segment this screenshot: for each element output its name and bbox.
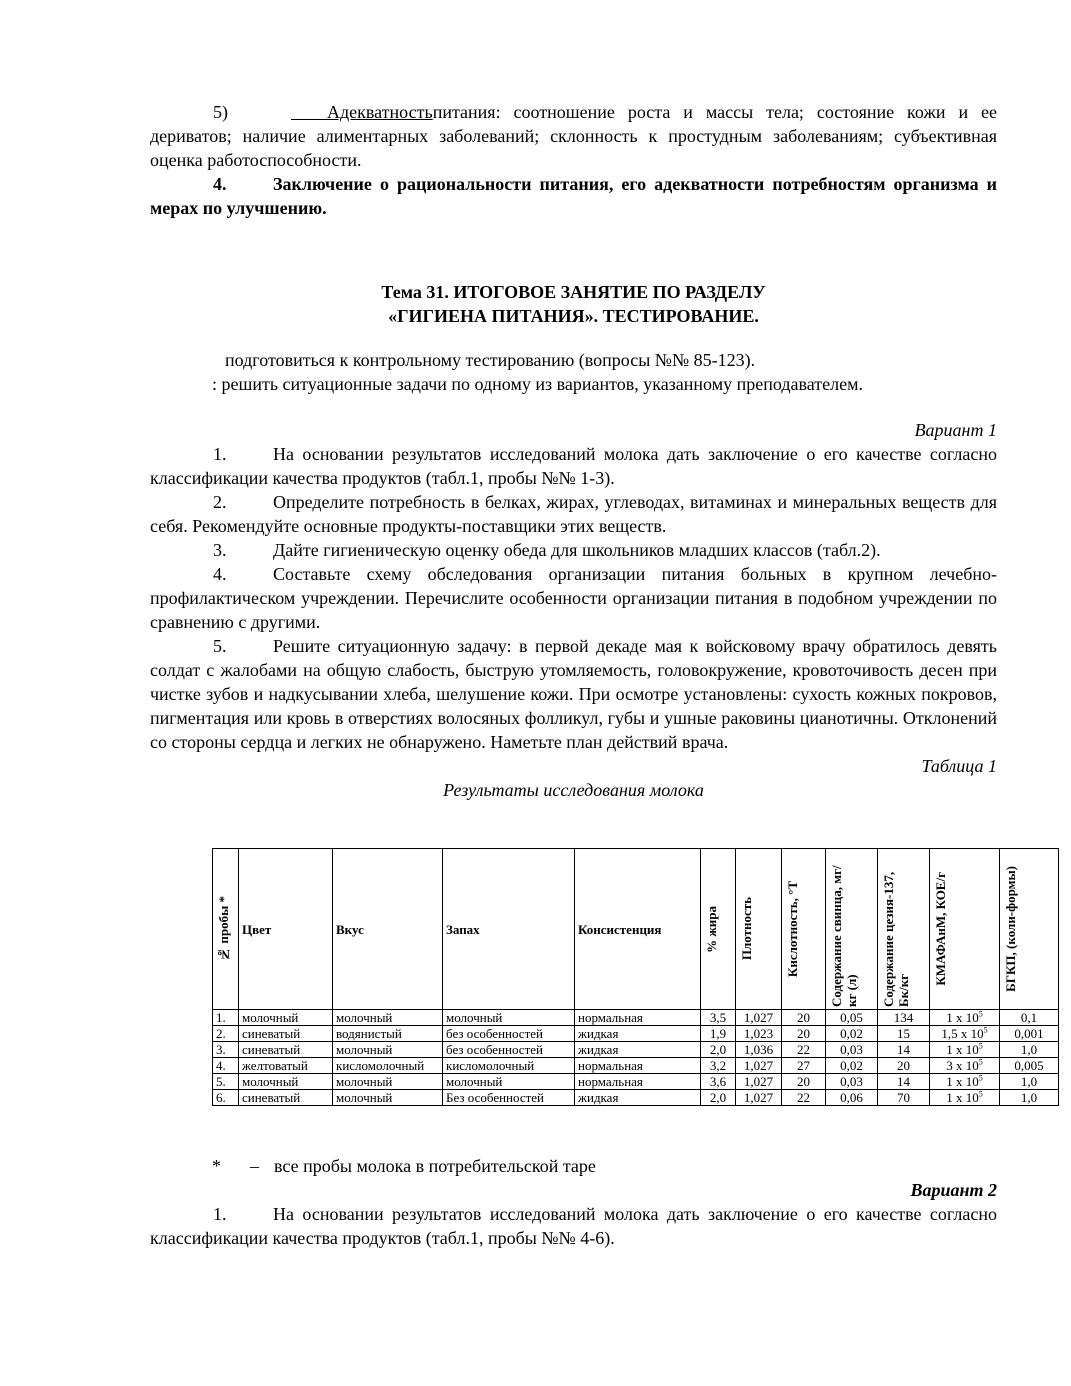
cell-value: 2,0	[709, 1042, 727, 1057]
table-cell	[878, 1074, 930, 1090]
column-header-label: Плотность	[739, 897, 754, 961]
footnote-mark: *	[212, 1156, 221, 1176]
list-item	[150, 490, 997, 538]
cell-value: 70	[897, 1090, 910, 1105]
table-cell	[213, 1090, 239, 1106]
item-number: 4.	[213, 564, 227, 584]
variant-2-list	[150, 1202, 997, 1250]
column-header	[930, 849, 1000, 1010]
exponent: 5	[978, 1073, 983, 1083]
table-cell	[239, 1042, 333, 1058]
table-cell	[333, 1042, 443, 1058]
cell-value: 20	[797, 1074, 810, 1089]
cell-value: 3,6	[709, 1074, 727, 1089]
table-cell	[736, 1090, 782, 1106]
column-header-label: % жира	[704, 905, 719, 953]
table-header-row	[213, 849, 1059, 1010]
table-cell	[826, 1010, 878, 1026]
column-header-label: БГКП, (коли-формы)	[1003, 866, 1018, 992]
table-cell	[930, 1026, 1000, 1042]
column-header-label: КМАФАнМ, КОЕ/г	[933, 872, 948, 986]
item-text: Решите ситуационную задачу: в первой декаде мая к войсковому врачу обратилось девять солдат с жалобами на общую слабость, быструю утомляемость, головокружение, кровоточивость десен при чистке зубов и надкусывании хлеба, шелушение кожи. При осмотре установлены: сухость кожных покровов, пигментация или кровь в отверстиях волосяных фолликул, губы и ушные раковины цианотичны. Отклонений со стороны сердца и легких не обнаружено. Наметьте план действий врача.	[150, 636, 997, 752]
table-cell	[930, 1074, 1000, 1090]
cell-value: 1,027	[743, 1010, 774, 1025]
table-cell	[239, 1074, 333, 1090]
cell-value: желтоватый	[242, 1058, 308, 1073]
table-cell	[1000, 1090, 1059, 1106]
column-header-label: Запах	[446, 921, 480, 937]
table-cell	[333, 1074, 443, 1090]
cell-value: 1 x 10	[946, 1010, 979, 1025]
cell-value: нормальная	[578, 1074, 643, 1089]
table-row	[213, 1026, 1059, 1042]
table-cell	[575, 1010, 701, 1026]
intro-item-5	[150, 100, 997, 172]
item-label: Адекватность	[327, 102, 433, 122]
table-cell	[826, 1026, 878, 1042]
list-item	[150, 634, 997, 754]
table-cell	[782, 1074, 826, 1090]
table-row	[213, 1010, 1059, 1026]
cell-value: Без особенностей	[446, 1090, 545, 1105]
cell-value: 1,5 x 10	[941, 1026, 984, 1041]
table-cell	[701, 1090, 736, 1106]
column-header	[213, 849, 239, 1010]
cell-value: 0,005	[1014, 1058, 1044, 1073]
topic-line-1: подготовиться к контрольному тестированию (вопросы №№ 85-123).	[225, 350, 756, 370]
table-cell	[333, 1058, 443, 1074]
column-header	[736, 849, 782, 1010]
cell-value: 1 x 10	[946, 1074, 979, 1089]
table-cell	[239, 1026, 333, 1042]
exponent: 5	[978, 1057, 983, 1067]
exponent: 5	[978, 1089, 983, 1099]
table-cell	[333, 1026, 443, 1042]
cell-value: 20	[897, 1058, 910, 1073]
item-number: 4.	[213, 174, 227, 194]
column-header	[443, 849, 575, 1010]
table-cell	[878, 1058, 930, 1074]
cell-value: 5.	[216, 1074, 226, 1089]
list-item	[150, 538, 997, 562]
table-cell	[443, 1090, 575, 1106]
cell-value: 27	[797, 1058, 810, 1073]
cell-value: водянистый	[336, 1026, 402, 1041]
table-cell	[443, 1058, 575, 1074]
table-1-label: Таблица 1	[921, 756, 997, 776]
cell-value: 3 x 10	[946, 1058, 979, 1073]
cell-value: 1,027	[743, 1074, 774, 1089]
table-cell	[736, 1010, 782, 1026]
column-header	[878, 849, 930, 1010]
cell-value: 0,001	[1014, 1026, 1044, 1041]
variant-1-heading: Вариант 1	[914, 420, 997, 440]
variant-1-list	[150, 442, 997, 754]
item-number: 1.	[213, 444, 227, 464]
cell-value: 1.	[216, 1010, 226, 1025]
cell-value: молочный	[242, 1074, 299, 1089]
table-cell	[1000, 1074, 1059, 1090]
table-cell	[1000, 1042, 1059, 1058]
cell-value: 22	[797, 1090, 810, 1105]
cell-value: молочный	[336, 1042, 393, 1057]
cell-value: 14	[897, 1042, 910, 1057]
table-cell	[443, 1042, 575, 1058]
list-item	[150, 562, 997, 634]
column-header	[826, 849, 878, 1010]
item-text: питания: соотношение роста и массы тела; состояние кожи и ее дериватов; наличие алиментарных заболеваний; склонность к простудным заболеваниям; субъективная оценка работоспособности.	[150, 102, 997, 170]
item-text: На основании результатов исследований молока дать заключение о его качестве согласно классификации качества продуктов (табл.1, пробы №№ 1-3).	[150, 444, 997, 488]
cell-value: 1,0	[1020, 1090, 1038, 1105]
cell-value: без особенностей	[446, 1042, 543, 1057]
table-cell	[736, 1042, 782, 1058]
cell-value: 1,027	[743, 1090, 774, 1105]
table-cell	[930, 1058, 1000, 1074]
table-cell	[878, 1010, 930, 1026]
table-row	[213, 1058, 1059, 1074]
table-cell	[878, 1042, 930, 1058]
exponent: 5	[978, 1041, 983, 1051]
item-text: Определите потребность в белках, жирах, углеводах, витаминах и минеральных веществ для себя. Рекомендуйте основные продукты-поставщики этих веществ.	[150, 492, 997, 536]
cell-value: без особенностей	[446, 1026, 543, 1041]
item-number: 5)	[213, 102, 228, 122]
table-cell	[826, 1058, 878, 1074]
cell-value: 1,0	[1020, 1042, 1038, 1057]
table-row	[213, 1074, 1059, 1090]
cell-value: кисломолочный	[446, 1058, 535, 1073]
table-cell	[878, 1090, 930, 1106]
cell-value: 20	[797, 1026, 810, 1041]
table-cell	[878, 1026, 930, 1042]
cell-value: синеватый	[242, 1090, 301, 1105]
cell-value: 134	[893, 1010, 914, 1025]
column-header	[333, 849, 443, 1010]
table-footnote	[212, 1154, 596, 1178]
cell-value: нормальная	[578, 1010, 643, 1025]
cell-value: 4.	[216, 1058, 226, 1073]
column-header-label: Содержание свинца, мг/кг (л)	[829, 864, 859, 1007]
table-cell	[782, 1026, 826, 1042]
column-header	[575, 849, 701, 1010]
intro-item-4	[150, 172, 997, 220]
column-header	[239, 849, 333, 1010]
cell-value: молочный	[242, 1010, 299, 1025]
footnote-text: все пробы молока в потребительской таре	[274, 1156, 596, 1176]
table-cell	[213, 1058, 239, 1074]
item-number: 5.	[213, 636, 227, 656]
column-header-label: Содержание цезия-137, Бк/кг	[881, 871, 911, 1007]
cell-value: 3.	[216, 1042, 226, 1057]
table-cell	[1000, 1026, 1059, 1042]
item-text: Дайте гигиеническую оценку обеда для школьников младших классов (табл.2).	[273, 540, 881, 560]
table-cell	[701, 1010, 736, 1026]
cell-value: 22	[797, 1042, 810, 1057]
cell-value: жидкая	[578, 1026, 619, 1041]
cell-value: 3,5	[709, 1010, 727, 1025]
table-1-caption: Результаты исследования молока	[443, 780, 704, 800]
cell-value: синеватый	[242, 1026, 301, 1041]
table-cell	[575, 1074, 701, 1090]
table-cell	[575, 1026, 701, 1042]
column-header	[701, 849, 736, 1010]
topic-line-2: : решить ситуационные задачи по одному из вариантов, указанному преподавателем.	[212, 374, 863, 394]
exponent: 5	[978, 1009, 983, 1019]
cell-value: 6.	[216, 1090, 226, 1105]
topic-title-line-1: Тема 31. ИТОГОВОЕ ЗАНЯТИЕ ПО РАЗДЕЛУ	[381, 282, 766, 302]
cell-value: 2.	[216, 1026, 226, 1041]
topic-title	[150, 280, 997, 328]
table-cell	[930, 1090, 1000, 1106]
cell-value: 0,02	[840, 1026, 863, 1041]
item-text: Составьте схему обследования организации питания больных в крупном лечебно-профилактическом учреждении. Перечислите особенности организации питания в подобном учреждении по сравнению с другими.	[150, 564, 997, 632]
cell-value: молочный	[336, 1074, 393, 1089]
table-cell	[239, 1010, 333, 1026]
cell-value: 2,0	[709, 1090, 727, 1105]
table-cell	[575, 1058, 701, 1074]
item-text: Заключение о рациональности питания, его адекватности потребностям организма и мерах по улучшению.	[150, 174, 997, 218]
cell-value: 1,0	[1020, 1074, 1038, 1089]
table-cell	[239, 1058, 333, 1074]
table-cell	[701, 1042, 736, 1058]
milk-results-table	[212, 848, 1059, 1106]
table-cell	[701, 1058, 736, 1074]
column-header	[782, 849, 826, 1010]
table-cell	[736, 1058, 782, 1074]
cell-value: молочный	[446, 1074, 503, 1089]
table-cell	[826, 1042, 878, 1058]
table-body	[213, 1010, 1059, 1106]
table-cell	[930, 1042, 1000, 1058]
cell-value: 1,023	[743, 1026, 774, 1041]
table-cell	[575, 1090, 701, 1106]
cell-value: кисломолочный	[336, 1058, 425, 1073]
column-header	[1000, 849, 1059, 1010]
table-cell	[826, 1090, 878, 1106]
cell-value: молочный	[336, 1010, 393, 1025]
table-cell	[213, 1010, 239, 1026]
variant-2-heading: Вариант 2	[910, 1180, 997, 1200]
table-cell	[782, 1090, 826, 1106]
cell-value: 0,1	[1020, 1010, 1038, 1025]
cell-value: 0,02	[840, 1058, 863, 1073]
cell-value: молочный	[336, 1090, 393, 1105]
table-cell	[239, 1090, 333, 1106]
cell-value: молочный	[446, 1010, 503, 1025]
cell-value: 1 x 10	[946, 1042, 979, 1057]
table-cell	[1000, 1058, 1059, 1074]
table-cell	[782, 1042, 826, 1058]
cell-value: 0,06	[840, 1090, 863, 1105]
cell-value: 1,9	[709, 1026, 727, 1041]
table-cell	[826, 1074, 878, 1090]
cell-value: 1 x 10	[946, 1090, 979, 1105]
table-cell	[333, 1010, 443, 1026]
topic-title-line-2: «ГИГИЕНА ПИТАНИЯ». ТЕСТИРОВАНИЕ.	[388, 306, 759, 326]
cell-value: 20	[797, 1010, 810, 1025]
cell-value: нормальная	[578, 1058, 643, 1073]
cell-value: 0,03	[840, 1074, 863, 1089]
item-text: На основании результатов исследований молока дать заключение о его качестве согласно классификации качества продуктов (табл.1, пробы №№ 4-6).	[150, 1204, 997, 1248]
cell-value: 1,027	[743, 1058, 774, 1073]
table-row	[213, 1090, 1059, 1106]
table-cell	[333, 1090, 443, 1106]
footnote-dash: –	[250, 1156, 259, 1176]
table-cell	[213, 1074, 239, 1090]
cell-value: 0,03	[840, 1042, 863, 1057]
table-cell	[782, 1010, 826, 1026]
cell-value: синеватый	[242, 1042, 301, 1057]
cell-value: 1,036	[743, 1042, 774, 1057]
table-cell	[701, 1074, 736, 1090]
exponent: 5	[983, 1025, 988, 1035]
cell-value: 15	[897, 1026, 910, 1041]
cell-value: жидкая	[578, 1042, 619, 1057]
cell-value: 0,05	[840, 1010, 863, 1025]
table-cell	[736, 1026, 782, 1042]
table-cell	[443, 1074, 575, 1090]
list-item	[150, 442, 997, 490]
item-number: 1.	[213, 1204, 227, 1224]
cell-value: 3,2	[709, 1058, 727, 1073]
column-header-label: Вкус	[336, 921, 364, 937]
column-header-label: № пробы *	[216, 896, 231, 962]
table-cell	[443, 1026, 575, 1042]
table-cell	[736, 1074, 782, 1090]
table-cell	[575, 1042, 701, 1058]
table-cell	[213, 1042, 239, 1058]
document-body	[150, 100, 997, 802]
cell-value: жидкая	[578, 1090, 619, 1105]
column-header-label: Кислотность, °Т	[785, 880, 800, 978]
item-number: 3.	[213, 540, 227, 560]
table-cell	[443, 1010, 575, 1026]
item-number: 2.	[213, 492, 227, 512]
variant-2-section	[150, 1178, 997, 1250]
list-item	[150, 1202, 997, 1250]
table-cell	[930, 1010, 1000, 1026]
table-cell	[213, 1026, 239, 1042]
cell-value: 14	[897, 1074, 910, 1089]
table-cell	[782, 1058, 826, 1074]
table-row	[213, 1042, 1059, 1058]
table-cell	[1000, 1010, 1059, 1026]
column-header-label: Цвет	[242, 921, 272, 937]
table-cell	[701, 1026, 736, 1042]
column-header-label: Консистенция	[578, 921, 662, 937]
